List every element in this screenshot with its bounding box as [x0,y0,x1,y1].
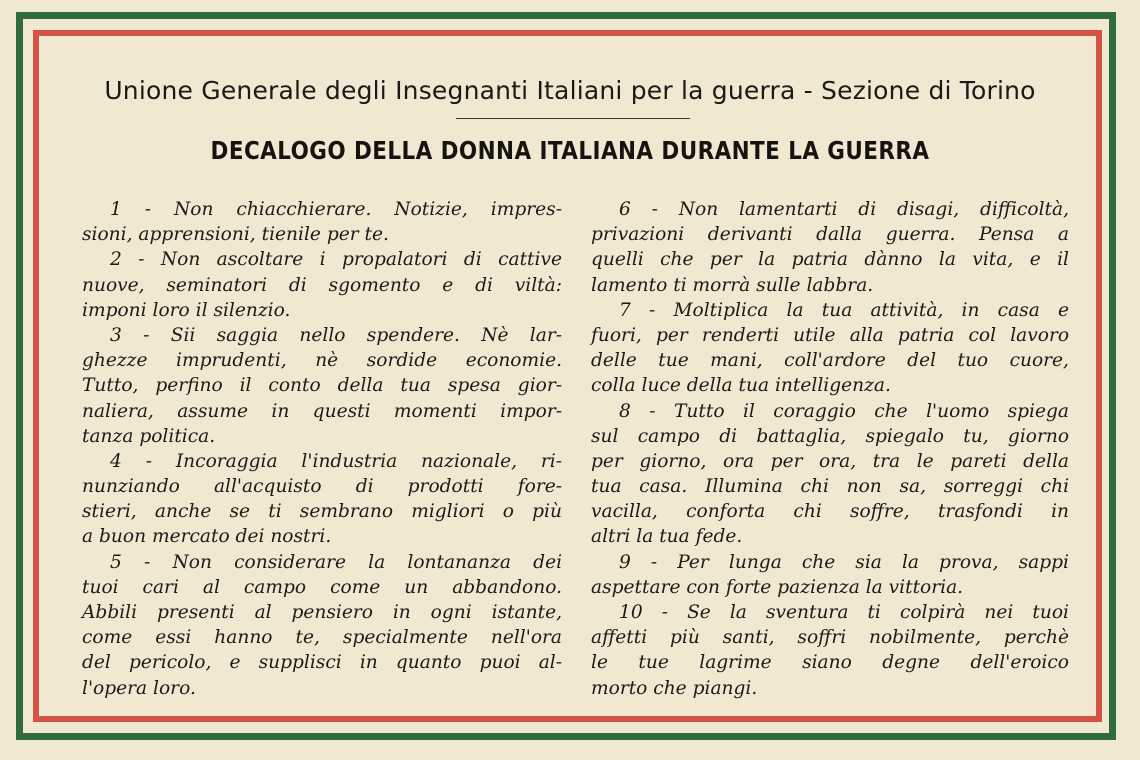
commandment-line: 5 - Non considerare la lontananza dei [110,551,563,573]
left-column [82,197,562,701]
commandment-item [82,247,562,323]
commandment-item [591,298,1069,399]
commandment-line: tuoi cari al campo come un abbandono. [82,576,562,598]
commandment-line: 6 - Non lamentarti di disagi, difficoltà, [619,199,1069,220]
commandment-line: affetti più santi, soffri nobilmente, perchè [591,627,1070,649]
commandment-line: 1 - Non chiacchierare. Notizie, impres- [110,199,562,220]
commandment-line: come essi hanno te, specialmente nell'ora [82,627,562,649]
commandment-line: l'opera loro. [82,677,196,699]
commandment-item [82,323,562,449]
commandment-item [591,600,1069,701]
commandment-line: sioni, apprensioni, tienile per te. [82,224,389,246]
commandment-item [591,399,1069,550]
commandment-line: 9 - Per lunga che sia la prova, sappi [619,551,1069,573]
organization-header: Unione Generale degli Insegnanti Italiani per la guerra - Sezione di Torino [104,76,1036,105]
commandment-line: a buon mercato dei nostri. [82,526,332,548]
commandment-line: altri la tua fede. [591,526,743,548]
commandment-item [591,550,1069,600]
commandment-line: aspettare con forte pazienza la vittoria. [591,576,964,598]
commandment-line: per giorno, ora per ora, tra le pareti della [591,450,1069,472]
commandment-line: Abbili presenti al pensiero in ogni istante, [82,602,562,623]
commandment-line: naliera, assume in questi momenti impor- [82,400,562,422]
header-divider [456,118,690,119]
commandment-line: ghezze imprudenti, nè sordide economie. [82,350,562,372]
commandment-line: 3 - Sii saggia nello spendere. Nè lar- [110,324,562,346]
commandment-line: 8 - Tutto il coraggio che l'uomo spiega [619,400,1069,422]
commandment-line: nunziando all'acquisto di prodotti fore- [82,476,563,498]
commandment-line: stieri, anche se ti sembrano migliori o più [82,501,562,523]
commandment-item [82,197,562,247]
commandment-line: le tue lagrime siano degne dell'eroico [591,652,1069,674]
commandment-line: nuove, seminatori di sgomento e di viltà: [82,274,563,296]
commandment-line: sul campo di battaglia, spiegalo tu, giorno [591,425,1070,447]
commandment-line: 2 - Non ascoltare i propalatori di cattive [110,249,562,271]
commandment-line: vacilla, conforta chi soffre, trasfondi in [591,501,1070,523]
commandment-item [82,449,562,550]
commandment-line: 10 - Se la sventura ti colpirà nei tuoi [619,602,1069,623]
commandment-line: quelli che per la patria dànno la vita, e il [591,249,1069,271]
commandment-line: colla luce della tua intelligenza. [591,375,891,397]
commandment-line: lamento ti morrà sulle labbra. [591,274,874,296]
commandment-item [82,550,562,701]
commandment-line: morto che piangi. [591,677,758,699]
commandment-line: fuori, per renderti utile alla patria col lavoro [591,324,1070,346]
right-column [591,197,1069,701]
commandment-line: privazioni derivanti dalla guerra. Pensa a [591,224,1070,246]
commandment-line: 4 - Incoraggia l'industria nazionale, ri- [110,450,562,472]
commandment-line: tanza politica. [82,425,216,447]
commandment-line: Tutto, perfino il conto della tua spesa gior- [82,375,563,397]
commandment-line: tua casa. Illumina chi non sa, sorreggi chi [591,476,1070,498]
commandment-line: imponi loro il silenzio. [82,299,291,321]
document-title: DECALOGO DELLA DONNA ITALIANA DURANTE LA GUERRA [210,136,930,165]
commandment-item [591,197,1069,298]
commandment-line: 7 - Moltiplica la tua attività, in casa e [619,299,1069,321]
commandment-line: delle tue mani, coll'ardore del tuo cuore, [591,350,1069,372]
commandment-line: del pericolo, e supplisci in quanto puoi al- [82,652,563,674]
